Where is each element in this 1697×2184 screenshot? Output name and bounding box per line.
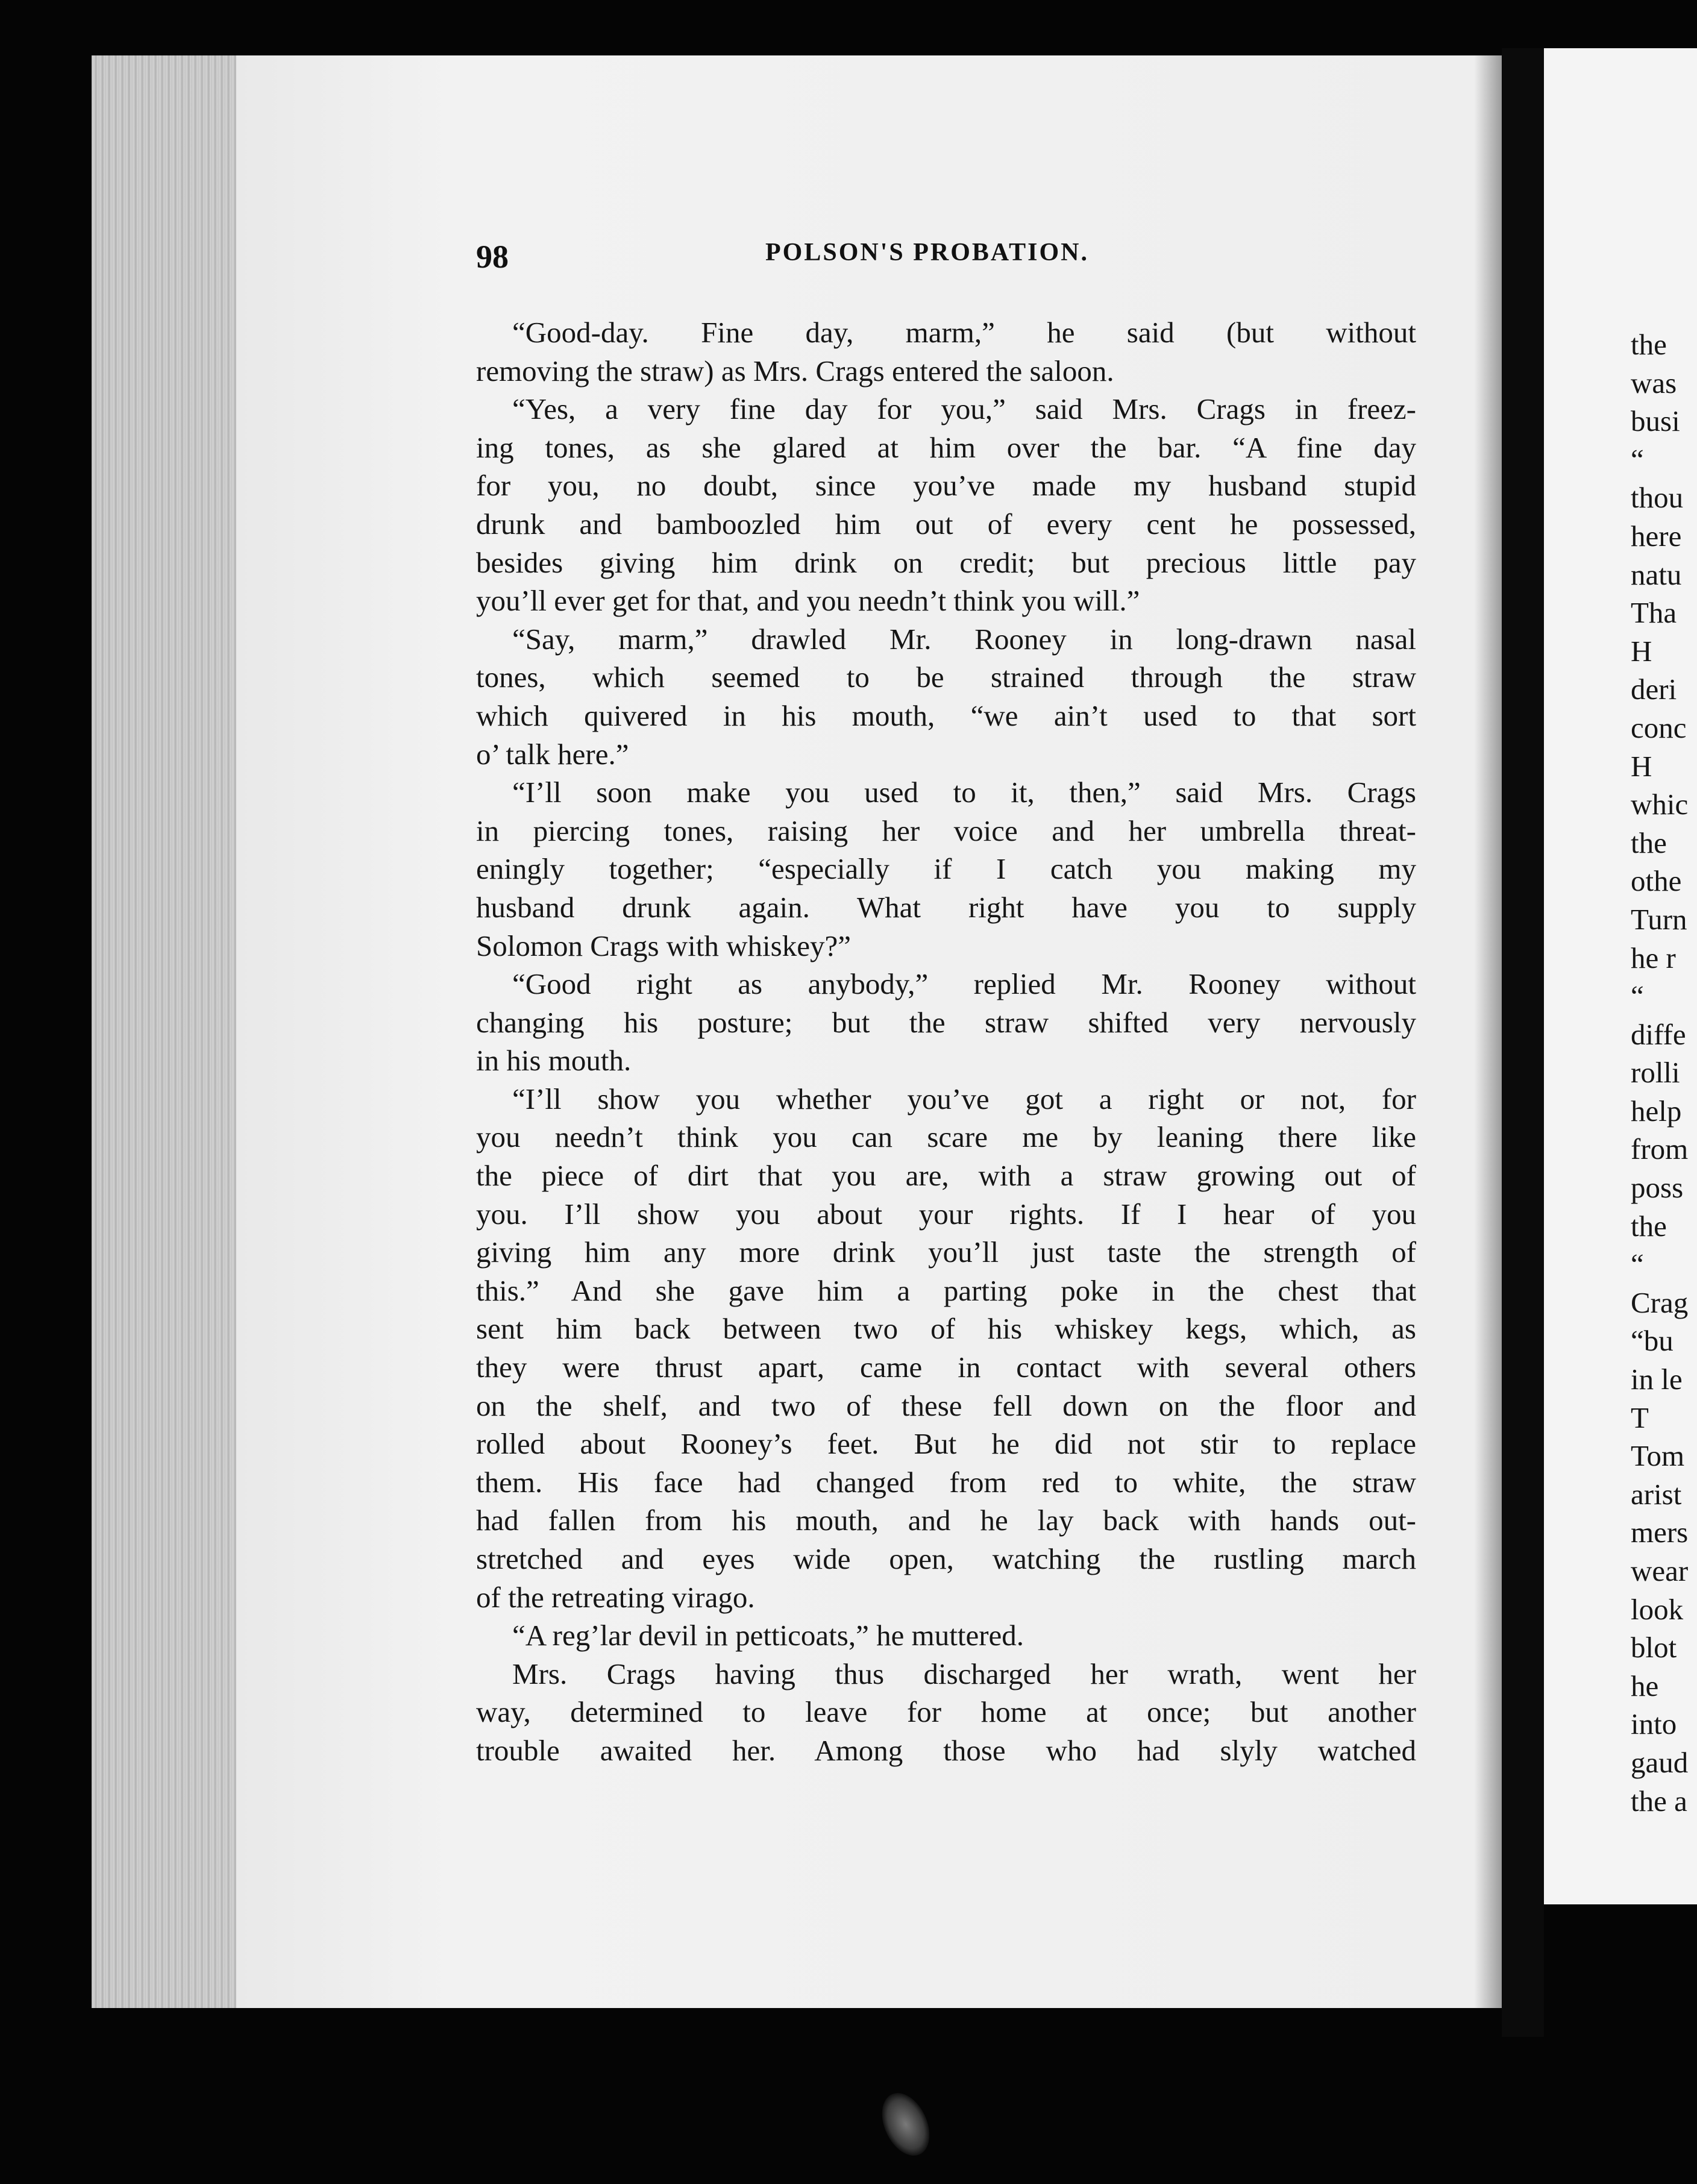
text-line: “Yes, a very fine day for you,” said Mrs. Crags in freez- <box>512 392 1416 426</box>
right-page-fragment: T <box>1631 1401 1649 1434</box>
right-page-fragment: poss <box>1631 1171 1684 1205</box>
text-line: changing his posture; but the straw shifted very nervously <box>476 1005 1416 1039</box>
right-page-fragment: “bu <box>1631 1324 1673 1358</box>
text-line: “I’ll show you whether you’ve got a right or not, for <box>512 1082 1416 1116</box>
text-line: you’ll ever get for that, and you needn’t think you will.” <box>476 584 1140 618</box>
right-page-fragment: “ <box>1631 1247 1644 1281</box>
right-page-fragment: here <box>1631 519 1682 553</box>
right-page-fragment: the <box>1631 328 1667 361</box>
text-line: “Say, marm,” drawled Mr. Rooney in long-drawn nasal <box>512 622 1416 656</box>
right-page-fragment: mers <box>1631 1516 1689 1549</box>
text-line: in piercing tones, raising her voice and her umbrella threat- <box>476 814 1416 847</box>
right-page-fragment: Tha <box>1631 596 1677 630</box>
text-line: husband drunk again. What right have you to supply <box>476 890 1416 924</box>
text-line: ing tones, as she glared at him over the bar. “A fine day <box>476 430 1416 464</box>
right-page-fragment: help <box>1631 1094 1682 1128</box>
text-line: rolled about Rooney’s feet. But he did not stir to replace <box>476 1427 1416 1461</box>
right-page-fragment: Tom <box>1631 1439 1685 1473</box>
right-page-fragment: “ <box>1631 979 1644 1013</box>
text-line: “I’ll soon make you used to it, then,” said Mrs. Crags <box>512 776 1416 809</box>
right-page-fragment: the a <box>1631 1784 1687 1818</box>
right-page-text <box>1631 325 1697 1820</box>
right-page-fragment: othe <box>1631 864 1682 898</box>
right-page-fragment: arist <box>1631 1477 1682 1511</box>
text-line: of the retreating virago. <box>476 1580 755 1614</box>
text-line: o’ talk here.” <box>476 737 629 771</box>
text-line: they were thrust apart, came in contact with several others <box>476 1351 1416 1384</box>
right-page-fragment: H <box>1631 634 1652 668</box>
text-line: eningly together; “especially if I catch you making my <box>476 852 1416 886</box>
body-text <box>476 313 1416 1770</box>
text-line: removing the straw) as Mrs. Crags entered the saloon. <box>476 354 1114 388</box>
running-head <box>476 238 1416 286</box>
right-page-fragment: Crag <box>1631 1285 1689 1319</box>
right-page-fragment: look <box>1631 1592 1684 1626</box>
text-line: “A reg’lar devil in petticoats,” he muttered. <box>512 1619 1024 1652</box>
right-page-fragment: whic <box>1631 788 1689 821</box>
text-line: “Good right as anybody,” replied Mr. Rooney without <box>512 967 1416 1001</box>
text-line: sent him back between two of his whiskey kegs, which, as <box>476 1312 1416 1346</box>
right-page-fragment: from <box>1631 1132 1689 1166</box>
text-line: on the shelf, and two of these fell down on the floor and <box>476 1389 1416 1422</box>
text-line: besides giving him drink on credit; but precious little pay <box>476 545 1416 579</box>
right-page-fragment: Turn <box>1631 902 1687 936</box>
text-line: trouble awaited her. Among those who had slyly watched <box>476 1733 1416 1767</box>
text-line: had fallen from his mouth, and he lay back with hands out- <box>476 1504 1416 1537</box>
text-line: which quivered in his mouth, “we ain’t used to that sort <box>476 698 1416 732</box>
page-edges <box>92 55 236 2008</box>
page-number: 98 <box>476 239 509 275</box>
text-line: drunk and bamboozled him out of every cent he possessed, <box>476 507 1416 541</box>
text-line: in his mouth. <box>476 1044 632 1078</box>
text-line: “Good-day. Fine day, marm,” he said (but without <box>512 316 1416 349</box>
text-line: this.” And she gave him a parting poke in the chest that <box>476 1273 1416 1307</box>
right-page-fragment: in le <box>1631 1363 1683 1396</box>
text-line: them. His face had changed from red to white, the straw <box>476 1465 1416 1499</box>
right-page-fragment: he r <box>1631 941 1676 974</box>
right-page-fragment: the <box>1631 1209 1667 1243</box>
right-page-fragment: busi <box>1631 404 1680 438</box>
gutter-shadow <box>1474 55 1502 2008</box>
right-page-fragment: was <box>1631 366 1677 400</box>
scan-smudge <box>873 2085 939 2163</box>
right-page-fragment: diffe <box>1631 1017 1686 1051</box>
text-line: for you, no doubt, since you’ve made my husband stupid <box>476 469 1416 503</box>
right-page-fragment: deri <box>1631 673 1677 706</box>
right-page-fragment: blot <box>1631 1631 1677 1665</box>
right-page-fragment: H <box>1631 749 1652 783</box>
text-line: the piece of dirt that you are, with a straw growing out of <box>476 1159 1416 1193</box>
running-title: POLSON'S PROBATION. <box>765 239 1089 266</box>
text-line: you. I’ll show you about your rights. If I hear of you <box>476 1197 1416 1231</box>
text-line: tones, which seemed to be strained through the straw <box>476 661 1416 694</box>
text-line: Mrs. Crags having thus discharged her wrath, went her <box>512 1657 1416 1690</box>
right-page-fragment: into <box>1631 1707 1677 1741</box>
text-line: giving him any more drink you’ll just taste the strength of <box>476 1235 1416 1269</box>
right-page-fragment: conc <box>1631 711 1687 744</box>
text-line: stretched and eyes wide open, watching the rustling march <box>476 1542 1416 1575</box>
right-page-fragment: thou <box>1631 481 1684 515</box>
text-line: way, determined to leave for home at once; but another <box>476 1695 1416 1729</box>
right-page-fragment: he <box>1631 1669 1659 1702</box>
right-page-fragment: wear <box>1631 1554 1689 1587</box>
right-page-fragment: “ <box>1631 442 1644 476</box>
text-line: Solomon Crags with whiskey?” <box>476 929 851 962</box>
text-line: you needn’t think you can scare me by leaning there like <box>476 1120 1416 1154</box>
right-page-fragment: gaud <box>1631 1745 1689 1779</box>
right-page-fragment: the <box>1631 826 1667 859</box>
book-spine <box>1502 48 1544 2037</box>
right-page-fragment: natu <box>1631 557 1682 591</box>
right-page-fragment: rolli <box>1631 1056 1680 1090</box>
